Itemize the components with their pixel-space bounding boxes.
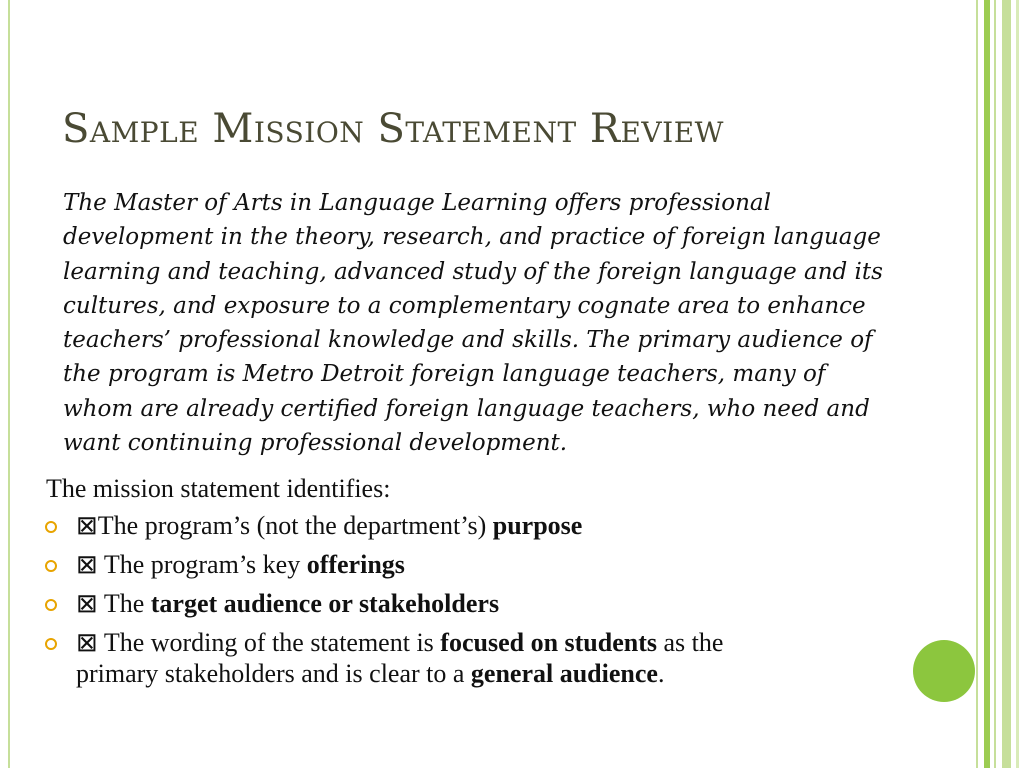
criteria-item-offerings: ⊠ The program’s key offerings <box>44 549 924 580</box>
circle-bullet-icon <box>45 638 57 650</box>
intro-text: The mission statement identifies: <box>46 474 391 503</box>
bold-term: target audience or stakeholders <box>150 589 500 618</box>
circle-bullet-icon <box>45 521 57 533</box>
right-frame-bands <box>976 0 1024 768</box>
wording-line-1: ⊠ The wording of the statement is focused on students as the <box>76 628 724 657</box>
bold-term: purpose <box>492 511 583 540</box>
wording-line-2: primary stakeholders and is clear to a general audience. <box>76 659 665 688</box>
circle-bullet-icon <box>45 599 57 611</box>
bold-term: general audience <box>470 659 658 688</box>
mission-statement-quote <box>63 186 983 460</box>
quote-line: whom are already certified foreign language teachers, who need and <box>63 395 870 422</box>
quote-line: cultures, and exposure to a complementary cognate area to enhance <box>63 292 866 319</box>
quote-line: learning and teaching, advanced study of the foreign language and its <box>63 258 883 285</box>
criteria-item-audience: ⊠ The target audience or stakeholders <box>44 588 924 619</box>
bold-term: focused on students <box>440 628 658 657</box>
quote-line: development in the theory, research, and practice of foreign language <box>63 224 881 251</box>
quote-line: want continuing professional development. <box>63 430 568 457</box>
quote-line: teachers’ professional knowledge and skills. The primary audience of <box>63 327 873 354</box>
quote-line: The Master of Arts in Language Learning offers professional <box>63 190 771 216</box>
criteria-item-wording <box>44 627 924 689</box>
decorative-green-circle <box>913 640 975 702</box>
criteria-item-purpose: ⊠The program’s (not the department’s) purpose <box>44 510 924 541</box>
circle-bullet-icon <box>45 560 57 572</box>
quote-line: the program is Metro Detroit foreign language teachers, many of <box>63 361 826 388</box>
criteria-list <box>44 510 924 697</box>
bold-term: offerings <box>306 550 405 579</box>
left-frame-line <box>8 0 10 768</box>
slide-title: Sample Mission Statement Review <box>62 106 724 152</box>
